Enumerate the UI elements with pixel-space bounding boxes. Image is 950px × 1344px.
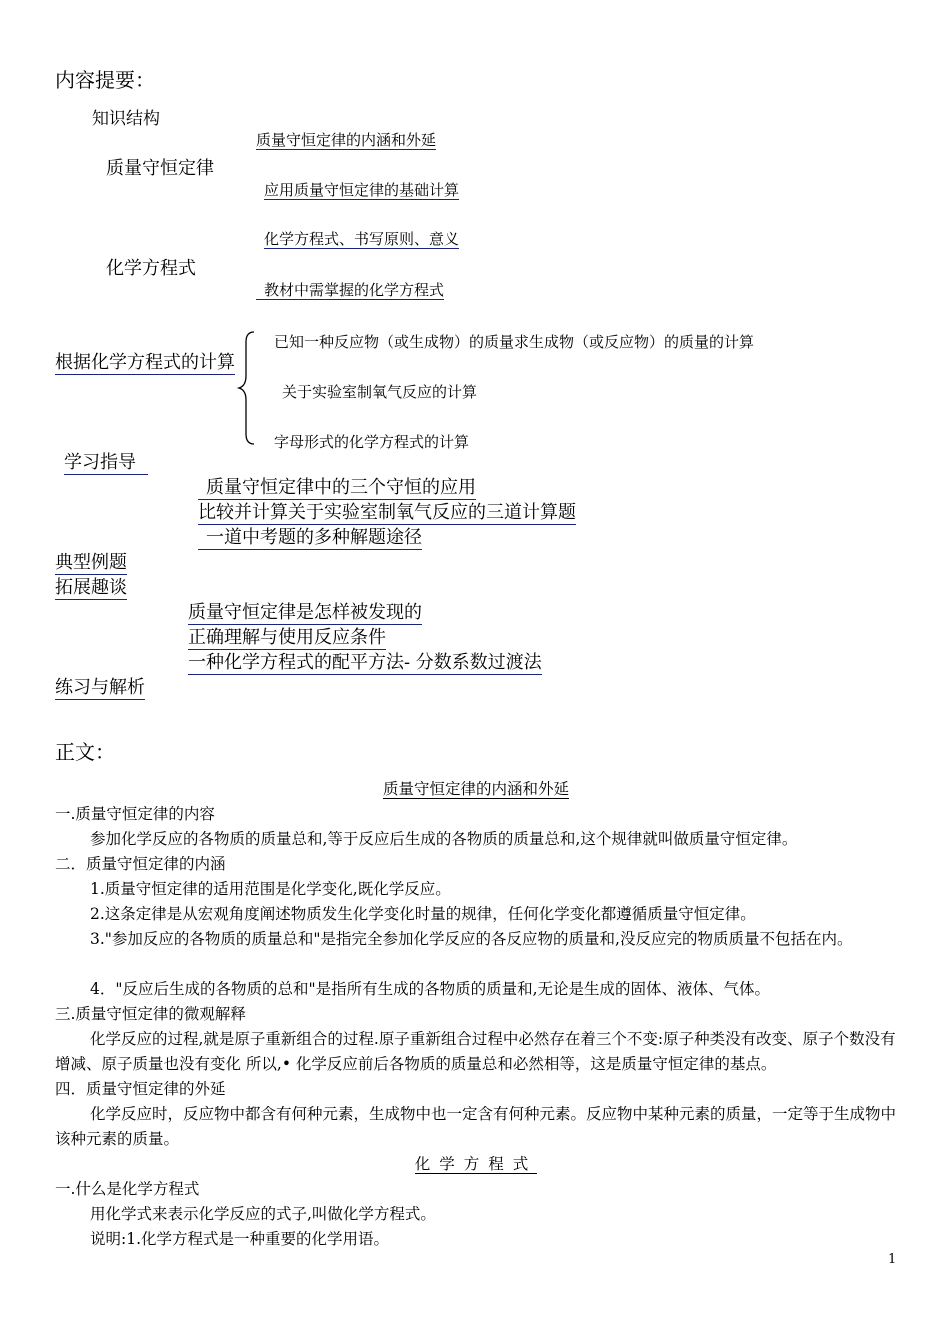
summary-heading: 内容提要：: [55, 68, 155, 92]
paragraph: 用化学式来表示化学反应的式子,叫做化学方程式。: [90, 1205, 436, 1223]
examples-label[interactable]: 典型例题: [55, 552, 127, 573]
group-item-link[interactable]: 质量守恒定律的内涵和外延: [256, 131, 437, 149]
section-title: 化学方程式: [414, 1155, 538, 1173]
paragraph: 4．"反应后生成的各物质的总和"是指所有生成的各物质的质量和,无论是生成的固体、液体、气体。: [90, 980, 771, 998]
calc-item: 字母形式的化学方程式的计算: [274, 433, 470, 451]
section-heading: 二．质量守恒定律的内涵: [55, 855, 226, 873]
section-title-wrap: [55, 1152, 897, 1177]
practice-label[interactable]: 练习与解析: [55, 677, 145, 698]
group-item-link[interactable]: 应用质量守恒定律的基础计算: [264, 181, 460, 199]
structure-label: 知识结构: [92, 109, 160, 129]
extension-label[interactable]: 拓展趣谈: [55, 577, 127, 598]
extension-item[interactable]: 质量守恒定律是怎样被发现的: [188, 602, 422, 623]
section-title: 质量守恒定律的内涵和外延: [382, 780, 569, 798]
paragraph: 1.质量守恒定律的适用范围是化学变化,既化学反应。: [90, 880, 451, 898]
section-title-wrap: [55, 777, 897, 802]
page-number: 1: [888, 1252, 897, 1267]
group-title-conservation: 质量守恒定律: [106, 158, 214, 179]
study-guide-item[interactable]: 一道中考题的多种解题途径: [198, 528, 422, 550]
study-guide-item[interactable]: 质量守恒定律中的三个守恒的应用: [198, 478, 476, 500]
group-title-equation: 化学方程式: [106, 258, 196, 279]
calc-item: 关于实验室制氧气反应的计算: [282, 383, 478, 401]
paragraph: 说明:1.化学方程式是一种重要的化学用语。: [90, 1230, 390, 1248]
left-brace-icon: [236, 330, 258, 446]
main-heading: 正文：: [55, 740, 115, 764]
calc-item: 已知一种反应物（或生成物）的质量求生成物（或反应物）的质量的计算: [274, 333, 755, 351]
paragraph: 化学反应的过程,就是原子重新组合的过程.原子重新组合过程中必然存在着三个不变:原子种类没有改变、原子个数没有增减、原子质量也没有变化 所以,• 化学反应前后各物质的质量总和必然相等，这是质量守恒定律的基点。: [55, 1030, 896, 1073]
group-item-link[interactable]: 化学方程式、书写原则、意义: [264, 230, 460, 248]
section-heading: 四．质量守恒定律的外延: [55, 1080, 226, 1098]
paragraph: 化学反应时，反应物中都含有何种元素，生成物中也一定含有何种元素。反应物中某种元素的质量，一定等于生成物中该种元素的质量。: [55, 1105, 897, 1148]
study-guide-item[interactable]: 比较并计算关于实验室制氧气反应的三道计算题: [198, 502, 576, 523]
paragraph: 参加化学反应的各物质的质量总和,等于反应后生成的各物质的质量总和,这个规律就叫做质量守恒定律。: [90, 830, 798, 848]
extension-item[interactable]: 一种化学方程式的配平方法- 分数系数过渡法: [188, 652, 542, 673]
study-guide-label[interactable]: 学习指导: [64, 453, 148, 475]
section-heading: 一.质量守恒定律的内容: [55, 805, 215, 823]
section-heading: 一.什么是化学方程式: [55, 1180, 200, 1198]
group-title-calculation[interactable]: 根据化学方程式的计算: [55, 352, 235, 373]
extension-item[interactable]: 正确理解与使用反应条件: [188, 627, 386, 648]
section-heading: 三.质量守恒定律的微观解释: [55, 1005, 246, 1023]
group-item-link[interactable]: 教材中需掌握的化学方程式: [256, 282, 444, 300]
paragraph: 3."参加反应的各物质的质量总和"是指完全参加化学反应的各反应物的质量和,没反应完的物质质量不包括在内。: [90, 930, 853, 948]
paragraph: 2.这条定律是从宏观角度阐述物质发生化学变化时量的规律，任何化学变化都遵循质量守恒定律。: [90, 905, 756, 923]
